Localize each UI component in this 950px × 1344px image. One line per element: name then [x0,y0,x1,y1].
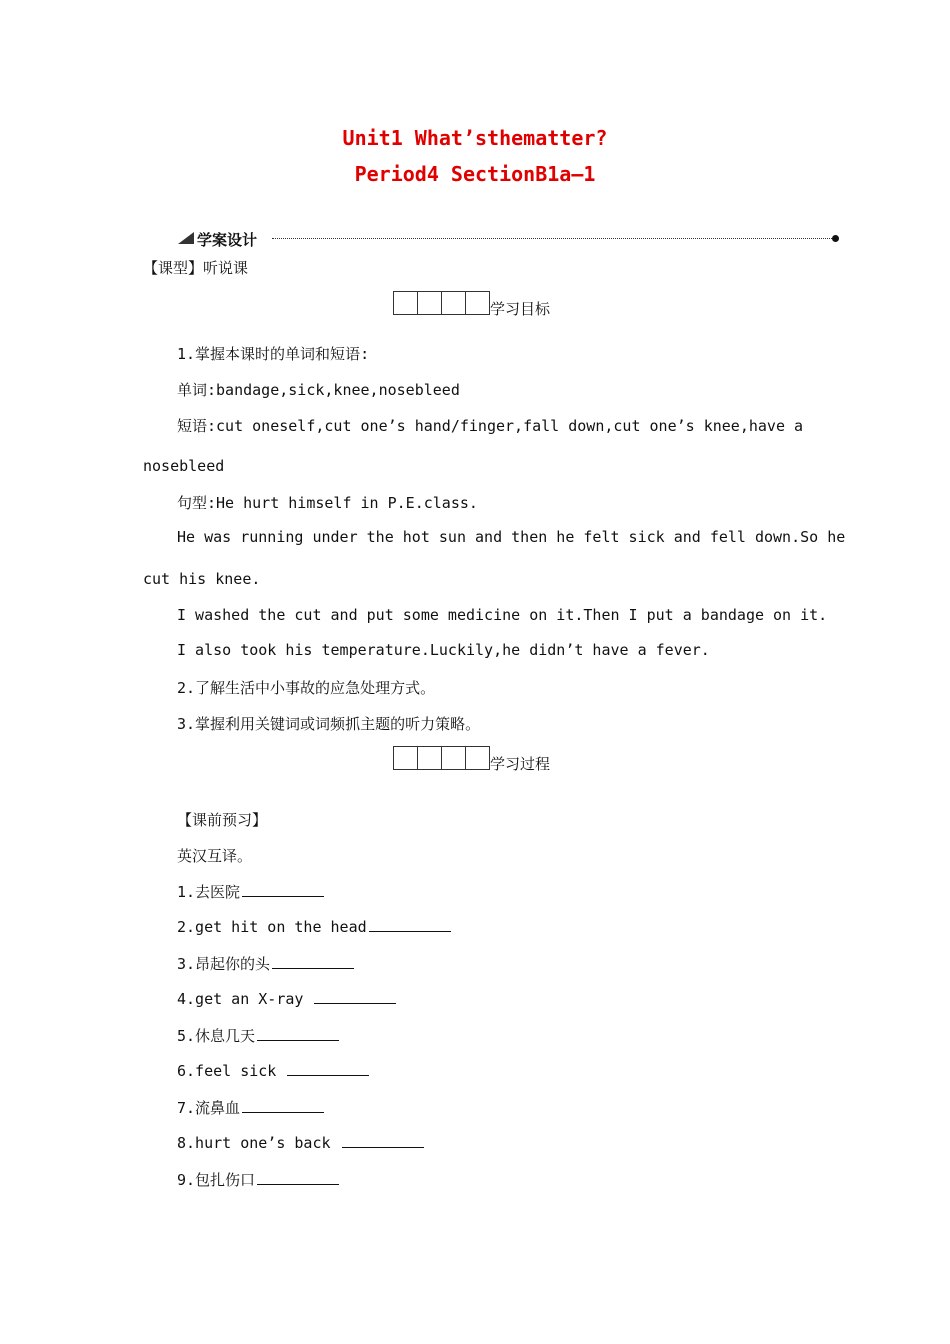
process-header: 学习过程 [490,755,551,773]
process-header-boxes [393,746,489,770]
preview-item: 9.包扎伤口 [177,1169,339,1190]
answer-blank[interactable] [287,1061,369,1076]
goals-header-boxes [393,291,489,315]
goal-pattern: 句型:He hurt himself in P.E.class. [177,494,478,512]
goal-3: 3.掌握利用关键词或词频抓主题的听力策略。 [177,715,481,733]
preview-item: 5.休息几天 [177,1025,339,1046]
goal-sentence-1a: He was running under the hot sun and then he felt sick and fell down.So he [177,528,846,546]
goal-sentence-3: I also took his temperature.Luckily,he didn’t have a fever. [177,641,710,659]
answer-blank[interactable] [369,917,451,932]
preview-item: 2.get hit on the head [177,917,451,936]
answer-blank[interactable] [272,954,354,969]
dotted-divider [272,238,832,239]
goal-phrases-b: nosebleed [143,457,225,475]
title-line-2: Period4 SectionB1a—1 [354,162,596,186]
answer-blank[interactable] [242,882,324,897]
answer-blank[interactable] [342,1133,424,1148]
design-label: 学案设计 [197,231,258,249]
preview-header: 【课前预习】 [177,811,268,829]
preview-instruction: 英汉互译。 [177,847,253,865]
preview-item: 3.昂起你的头 [177,953,354,974]
goal-2: 2.了解生活中小事故的应急处理方式。 [177,679,436,697]
preview-item: 8.hurt one’s back [177,1133,424,1152]
goal-words: 单词:bandage,sick,knee,nosebleed [177,381,460,399]
answer-blank[interactable] [257,1170,339,1185]
preview-item: 4.get an X-ray [177,989,396,1008]
goal-sentence-1b: cut his knee. [143,570,261,588]
answer-blank[interactable] [257,1026,339,1041]
goal-1: 1.掌握本课时的单词和短语: [177,345,370,363]
answer-blank[interactable] [314,989,396,1004]
class-type: 【课型】听说课 [143,259,249,277]
goal-sentence-2: I washed the cut and put some medicine on it.Then I put a bandage on it. [177,606,828,624]
preview-item: 7.流鼻血 [177,1097,324,1118]
goal-phrases-a: 短语:cut oneself,cut one’s hand/finger,fall down,cut one’s knee,have a [177,417,804,435]
triangle-icon [178,232,194,244]
divider-end-dot [832,235,839,242]
answer-blank[interactable] [242,1098,324,1113]
preview-item: 1.去医院 [177,881,324,902]
title-line-1: Unit1 What’sthematter? [342,126,608,150]
goals-header: 学习目标 [490,300,551,318]
preview-item: 6.feel sick [177,1061,369,1080]
